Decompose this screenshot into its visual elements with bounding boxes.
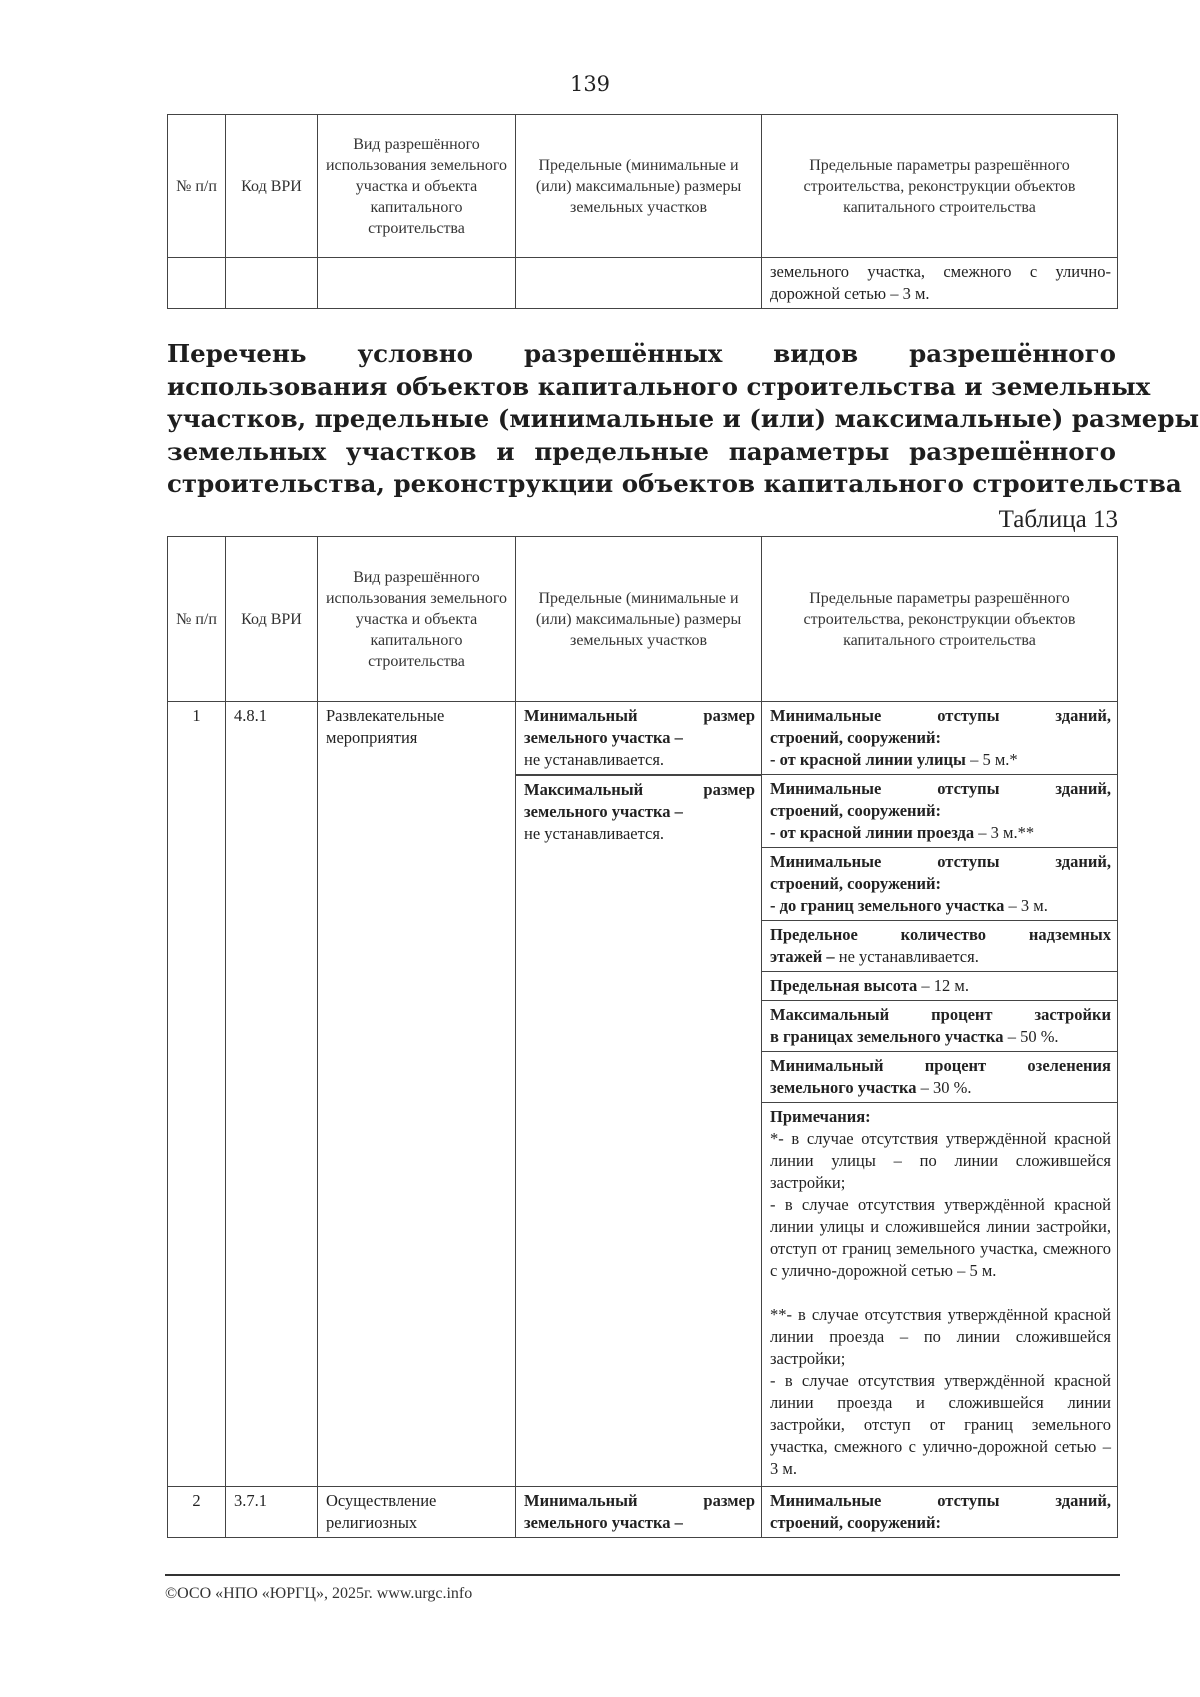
min-plot-size-value: не устанавливается. <box>524 750 665 769</box>
row-use-name: Развлекательные мероприятия <box>326 706 445 747</box>
table-header-row <box>168 537 1118 702</box>
table-row <box>168 1487 1118 1538</box>
param-label: Минимальные отступы зданий, <box>770 1491 1111 1510</box>
min-plot-size-label-2: земельного участка – <box>524 728 683 747</box>
heading-line: земельных участков и предельные параметры разрешённого <box>167 436 1116 466</box>
min-plot-size-label: Минимальный размер <box>524 1491 755 1510</box>
param-build-percent <box>762 1001 1117 1052</box>
param-value: – 50 %. <box>1003 1027 1059 1046</box>
table-label: Таблица 13 <box>998 506 1118 533</box>
param-value: не устанавливается. <box>834 947 979 966</box>
param-label: в границах земельного участка <box>770 1027 1004 1046</box>
param-value: – 12 м. <box>917 976 969 995</box>
row-num: 2 <box>192 1491 201 1510</box>
param-label: Предельная высота <box>770 976 918 995</box>
header-params: Предельные параметры разрешённого строительства, реконструкции объектов капитального строительства <box>762 115 1118 258</box>
footer-rule <box>165 1574 1120 1576</box>
param-label: Минимальные отступы зданий, <box>770 852 1111 871</box>
table-row <box>168 702 1118 1487</box>
table-row <box>168 258 1118 309</box>
param-label: - до границ земельного участка <box>770 896 1005 915</box>
header-use-type: Вид разрешённого использования земельного участка и объекта капитального строительства <box>318 537 516 702</box>
param-label: Минимальные отступы зданий, <box>770 779 1111 798</box>
param-value: – 5 м.* <box>965 750 1018 769</box>
heading-line: Перечень условно разрешённых видов разрешённого <box>167 339 1116 368</box>
row-code: 4.8.1 <box>234 706 267 725</box>
notes-title: Примечания: <box>770 1107 871 1126</box>
param-label: Минимальные отступы зданий, <box>770 706 1111 725</box>
param-setback-boundary <box>762 848 1117 921</box>
param-height <box>762 972 1117 1001</box>
param-label: - от красной линии улицы <box>770 750 966 769</box>
min-plot-size <box>516 1487 761 1537</box>
param-label: - от красной линии проезда <box>770 823 975 842</box>
max-plot-size-label: Максимальный размер <box>524 780 755 799</box>
continuation-text: земельного участка, смежного с улично-дорожной сетью – 3 м. <box>770 262 1111 303</box>
param-setback <box>762 1487 1117 1537</box>
note-item: - в случае отсутствия утверждённой красной линии проезда и сложившейся линии застройки, отступ от границ земельного участка, смежного с улично-дорожной сетью – 3 м. <box>770 1371 1111 1478</box>
param-value: – 3 м. <box>1004 896 1048 915</box>
max-plot-size-value: не устанавливается. <box>524 824 665 843</box>
footer-copyright: ©ОСО «НПО «ЮРГЦ», 2025г. www.urgc.info <box>165 1585 473 1602</box>
header-use-type: Вид разрешённого использования земельного участка и объекта капитального строительства <box>318 115 516 258</box>
header-num: № п/п <box>168 537 226 702</box>
previous-table <box>167 114 1118 309</box>
param-label: строений, сооружений: <box>770 874 942 893</box>
max-plot-size <box>516 775 761 848</box>
heading-line: использования объектов капитального строительства и земельных <box>167 371 1151 401</box>
max-plot-size-label-2: земельного участка – <box>524 802 683 821</box>
notes <box>762 1103 1117 1486</box>
row-code: 3.7.1 <box>234 1491 267 1510</box>
note-item: *- в случае отсутствия утверждённой красной линии улицы – по линии сложившейся застройки; <box>770 1129 1111 1192</box>
param-label: Минимальный процент озеленения <box>770 1056 1111 1075</box>
min-plot-size-label-2: земельного участка – <box>524 1513 683 1532</box>
note-item: **- в случае отсутствия утверждённой красной линии проезда – по линии сложившейся застройки; <box>770 1305 1111 1368</box>
param-floors <box>762 921 1117 972</box>
header-code: Код ВРИ <box>226 115 318 258</box>
note-item: - в случае отсутствия утверждённой красной линии улицы и сложившейся линии застройки, отступ от границ земельного участка, смежного с улично-дорожной сетью – 5 м. <box>770 1195 1111 1280</box>
min-plot-size-label: Минимальный размер <box>524 706 755 725</box>
param-label: Максимальный процент застройки <box>770 1005 1111 1024</box>
param-value: – 3 м.** <box>974 823 1035 842</box>
header-plot-sizes: Предельные (минимальные и (или) максимальные) размеры земельных участков <box>516 537 762 702</box>
param-label: строений, сооружений: <box>770 728 942 747</box>
min-plot-size <box>516 702 761 775</box>
heading-line: участков, предельные (минимальные и (или) максимальные) размеры <box>167 404 1200 433</box>
param-label: этажей – <box>770 947 835 966</box>
header-plot-sizes: Предельные (минимальные и (или) максимальные) размеры земельных участков <box>516 115 762 258</box>
param-setback-street <box>762 702 1117 775</box>
param-label: строений, сооружений: <box>770 801 942 820</box>
param-green-percent <box>762 1052 1117 1103</box>
param-label: земельного участка <box>770 1078 917 1097</box>
header-num: № п/п <box>168 115 226 258</box>
param-label: Предельное количество надземных <box>770 925 1111 944</box>
page-number: 139 <box>569 72 611 96</box>
section-heading <box>167 338 1200 501</box>
row-use-name: Осуществление религиозных <box>326 1491 437 1532</box>
heading-line: строительства, реконструкции объектов капитального строительства <box>167 469 1182 498</box>
table-header-row <box>168 115 1118 258</box>
param-label: строений, сооружений: <box>770 1513 942 1532</box>
table-13 <box>167 536 1118 1538</box>
header-code: Код ВРИ <box>226 537 318 702</box>
row-num: 1 <box>192 706 201 725</box>
header-params: Предельные параметры разрешённого строительства, реконструкции объектов капитального строительства <box>762 537 1118 702</box>
param-setback-driveway <box>762 775 1117 848</box>
param-value: – 30 %. <box>916 1078 972 1097</box>
